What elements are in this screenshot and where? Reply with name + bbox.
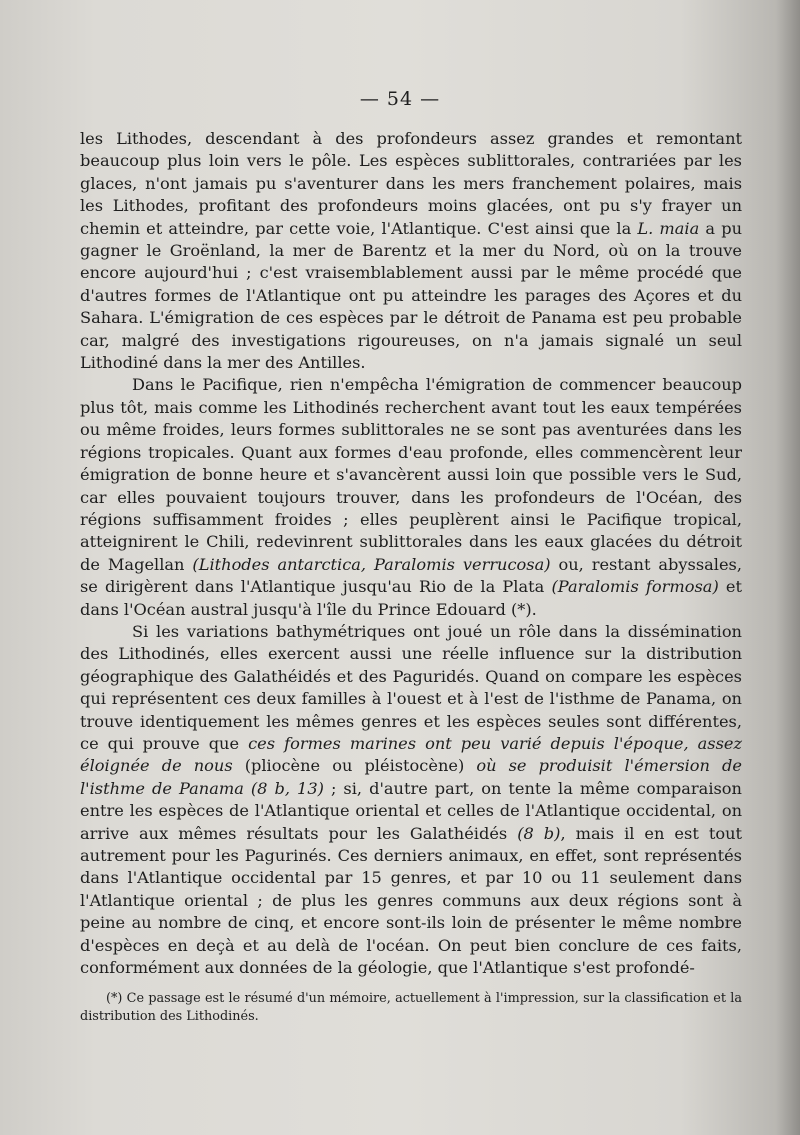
text-segment: , mais il en est tout autrement pour les Pagurinés. Ces derniers animaux, en effet, sont représentés dans l'Atlantique occidental par 15 genres, et par 10 ou 11 seulement dans l'Atlantique oriental ; de plus les genres communs aux deux régions sont à peine au nombre de cinq, et encore sont-ils loin de présenter le même nombre d'espèces en deçà et au delà de l'océan. On peut bien conclure de ces faits, conformément aux données de la géologie, que l'Atlantique s'est profondé- <box>80 823 742 978</box>
paragraph <box>80 374 742 620</box>
italic-segment: (Lithodes antarctica, Paralomis verrucosa) <box>192 554 551 574</box>
italic-segment: où se produisit l'émersion de l'isthme de Panama (8 b, 13) <box>80 756 742 798</box>
footnote <box>80 990 742 1026</box>
text-segment: Dans le Pacifique, rien n'empêcha l'émigration de commencer beaucoup plus tôt, mais comme les Lithodinés recherchent avant tout les eaux tempérées ou même froides, leurs formes sublittorales ne se sont pas aventurées dans les régions tropicales. Quant aux formes d'eau profonde, elles commencèrent leur émigration de bonne heure et s'avancèrent aussi loin que possible vers le Sud, car elles pouvaient toujours trouver, dans les profondeurs de l'Océan, des régions suffisamment froides ; elles peuplèrent ainsi le Pacifique tropical, atteignirent le Chili, redevinrent sublittorales dans les eaux glacées du détroit de Magellan <box>80 375 742 574</box>
body-text <box>80 128 742 979</box>
text-segment: ou, restant abyssales, se dirigèrent dans l'Atlantique jusqu'au Rio de la Plata <box>80 554 742 597</box>
text-segment: (pliocène ou pléistocène) <box>232 756 477 776</box>
italic-segment: ces formes marines ont peu varié depuis l'époque, assez éloignée de nous <box>80 733 742 776</box>
footnote-text: (*) Ce passage est le résumé d'un mémoire, actuellement à l'impression, sur la classification et la distribution des Lithodinés. <box>80 991 742 1024</box>
text-segment: a pu gagner le Groënland, la mer de Barentz et la mer du Nord, où on la trouve encore aujourd'hui ; c'est vraisemblablement aussi par le même procédé que d'autres formes de l'Atlantique ont pu atteindre les parages des Açores et du Sahara. L'émigration de ces espèces par le détroit de Panama est peu probable car, malgré des investigations rigoureuses, on n'a jamais signalé un seul Lithodiné dans la mer des Antilles. <box>80 218 742 373</box>
text-segment: Si les variations bathymétriques ont joué un rôle dans la dissémination des Lithodinés, elles exercent aussi une réelle influence sur la distribution géographique des Galathéidés et des Paguridés. Quand on compare les espèces qui représentent ces deux familles à l'ouest et à l'est de l'isthme de Panama, on trouve identiquement les mêmes genres et les espèces seules sont différentes, ce qui prouve que <box>80 621 742 753</box>
italic-segment: (8 b) <box>517 823 561 843</box>
page-number: — 54 — <box>359 88 441 110</box>
text-segment: ; si, d'autre part, on tente la même comparaison entre les espèces de l'Atlantique oriental et celles de l'Atlantique occidental, on arrive aux mêmes résultats pour les Galathéidés <box>80 778 742 843</box>
text-segment: et dans l'Océan austral jusqu'à l'île du Prince Edouard (*). <box>80 577 743 619</box>
italic-segment: L. maia <box>637 218 700 238</box>
paragraph <box>80 128 742 374</box>
text-segment: les Lithodes, descendant à des profondeurs assez grandes et remontant beaucoup plus loin vers le pôle. Les espèces sublittorales, contrariées par les glaces, n'ont jamais pu s'aventurer dans les mers franchement polaires, mais les Lithodes, profitant des profondeurs moins glacées, ont pu s'y frayer un chemin et atteindre, par cette voie, l'Atlantique. C'est ainsi que la <box>80 129 742 238</box>
italic-segment: (Paralomis formosa) <box>551 577 719 597</box>
paragraph <box>80 621 742 980</box>
